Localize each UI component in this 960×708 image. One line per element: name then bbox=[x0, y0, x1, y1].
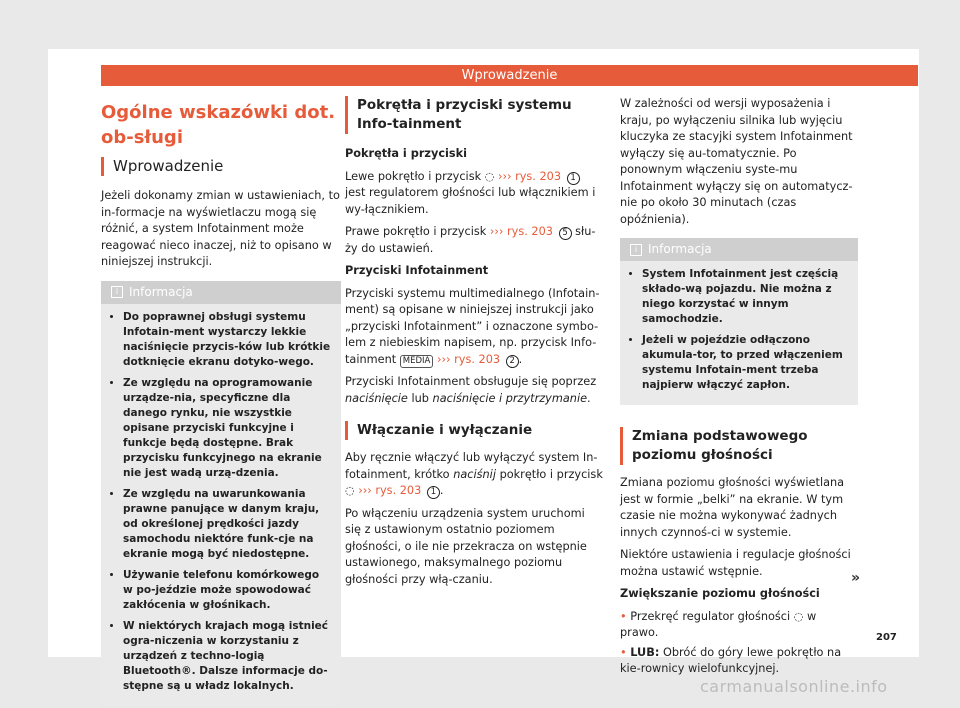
intro-paragraph: Jeżeli dokonamy zmian w ustawieniach, to in-formacje na wyświetlaczu mogą się różnić, a system Infotainment może reagować nieco inaczej, niż to opisano w niniejszej instrukcji. bbox=[101, 189, 340, 268]
continue-arrow-icon: » bbox=[851, 570, 861, 586]
text: Przyciski systemu multimedialnego (Infotain-ment) są opisane w niniejszej instrukcji jako „przyciski Infotainment” i oznaczone symbo-lem z niebieskim napisem, np. przycisk Info-tainment bbox=[345, 286, 600, 366]
info-list bbox=[101, 304, 341, 706]
paragraph-power-toggle bbox=[345, 450, 603, 500]
figure-reference-link[interactable]: ››› rys. 203 bbox=[436, 352, 501, 366]
info-item: • Jeżeli w pojeździe odłączono akumula-tor, to przed włączeniem systemu Infotain-ment trzeba najpierw włączyć zapłon. bbox=[642, 333, 848, 393]
paragraph-volume-bar: Zmiana poziomu głośności wyświetlana jest w formie „belki” na ekranie. W tym czasie nie można wykonywać żadnych innych czynnoś-ci w systemie. bbox=[620, 476, 845, 539]
text: pokrętło i przycisk bbox=[499, 467, 603, 481]
info-icon: i bbox=[111, 286, 123, 298]
text: jest regulatorem głośności lub włącznikiem i wy-łącznikiem. bbox=[345, 186, 596, 216]
page-title: Ogólne wskazówki dot. ob-sługi bbox=[101, 102, 336, 148]
text: Lewe pokrętło i przycisk bbox=[345, 169, 482, 183]
section-title-intro: Wprowadzenie bbox=[101, 157, 341, 176]
emphasis: naciśnij bbox=[453, 467, 496, 481]
paragraph-right-knob bbox=[345, 224, 603, 257]
or-label: LUB: bbox=[630, 645, 660, 659]
section-title-knobs: Pokrętła i przyciski systemu Info-tainment bbox=[345, 96, 603, 134]
paragraph-power-on: Po włączeniu urządzenia system uruchomi się z ustawionym ostatnio poziomem głośności, o ile nie przekracza on wstępnie ustawionego, maksymalnego poziomu głośności przy włą-czaniu. bbox=[345, 506, 587, 586]
text: . bbox=[587, 391, 591, 405]
subheading-knobs: Pokrętła i przyciski bbox=[345, 147, 468, 160]
info-label: Informacja bbox=[648, 242, 712, 256]
bullet-item bbox=[620, 609, 858, 642]
bullet-icon: • bbox=[620, 609, 627, 623]
column-left bbox=[101, 100, 341, 706]
page-number: 207 bbox=[876, 632, 897, 643]
info-item: • Ze względu na oprogramowanie urządze-nia, specyficzne dla danego rynku, nie wszystkie opisane przyciski funkcyjne i funkcje będą dostępne. Brak przycisku funkcyjnego na ekranie nie jest wadą urzą-dzenia. bbox=[123, 376, 331, 481]
info-item: • Używanie telefonu komórkowego w po-jeździe może spowodować zakłócenia w głośnikach. bbox=[123, 568, 331, 613]
bullet-item bbox=[620, 645, 858, 678]
text: . bbox=[518, 352, 523, 366]
paragraph-volume-preset: Niektóre ustawienia i regulacje głośności można ustawić wstępnie. bbox=[620, 548, 851, 578]
media-button-symbol: MEDIA bbox=[400, 355, 434, 368]
paragraph-auto-off: W zależności od wersji wyposażenia i kraju, po wyłączeniu silnika lub wyjęciu kluczyka ze stacyjki system Infotainment wyłączy się au-tomatycznie. Po ponownym włączeniu syste-mu Infotainment wyłączy się on automatycz-nie po około 30 minutach (czas opóźnienia). bbox=[620, 97, 853, 226]
info-box-header bbox=[620, 238, 858, 261]
watermark: carmanualsonline.info bbox=[700, 677, 888, 696]
emphasis: naciśnięcie bbox=[345, 391, 408, 405]
info-icon: i bbox=[630, 244, 642, 256]
subheading-increase: Zwiększanie poziomu głośności bbox=[620, 587, 820, 600]
paragraph-press bbox=[345, 374, 603, 407]
text: Przyciski Infotainment obsługuje się poprzez bbox=[345, 375, 597, 388]
knob-icon: ◌ bbox=[484, 169, 495, 183]
text: lub bbox=[411, 391, 429, 405]
text: Aby ręcznie włączyć lub wyłączyć system In-fotainment, krótko bbox=[345, 451, 598, 481]
info-item: • System Infotainment jest częścią składo-wą pojazdu. Nie można z niego korzystać w innym samochodzie. bbox=[642, 267, 848, 327]
text: . bbox=[439, 484, 444, 497]
text: Prawe pokrętło i przycisk bbox=[345, 225, 487, 238]
info-box-header bbox=[101, 281, 341, 304]
subheading-buttons: Przyciski Infotainment bbox=[345, 264, 489, 277]
info-box-right bbox=[620, 238, 858, 405]
text: Przekręć regulator głośności bbox=[630, 609, 791, 623]
figure-reference-link[interactable]: ››› rys. 203 bbox=[358, 484, 422, 497]
figure-reference-link[interactable]: ››› rys. 203 bbox=[497, 169, 562, 183]
column-middle bbox=[345, 96, 603, 594]
column-right bbox=[620, 96, 861, 684]
info-item: • W niektórych krajach mogą istnieć ogra-niczenia w korzystaniu z urządzeń z techno-logią Bluetooth®. Dalsze informacje do-stępne są u władz lokalnych. bbox=[123, 619, 331, 694]
section-title-volume: Zmiana podstawowego poziomu głośności bbox=[620, 427, 858, 465]
knob-icon: ◌ bbox=[793, 609, 804, 623]
knob-icon: ◌ bbox=[345, 484, 355, 497]
info-item: • Ze względu na uwarunkowania prawne panujące w danym kraju, od określonej prędkości jazdy samochodu niektóre funk-cje na ekranie mogą być niedostępne. bbox=[123, 487, 331, 562]
figure-reference-link[interactable]: ››› rys. 203 bbox=[489, 225, 553, 238]
text: Obróć do góry lewe pokrętło na kie-rownicy wielofunkcyjnej. bbox=[620, 645, 842, 675]
text: w prawo. bbox=[620, 609, 817, 639]
section-title-power: Włączanie i wyłączanie bbox=[345, 421, 603, 440]
callout-number: 1 bbox=[567, 172, 580, 185]
info-box-left bbox=[101, 281, 341, 706]
page-header: Wprowadzenie bbox=[101, 65, 918, 86]
info-list bbox=[620, 261, 858, 405]
text: słu-ży do ustawień. bbox=[345, 225, 596, 255]
callout-number: 2 bbox=[506, 355, 519, 368]
bullet-icon: • bbox=[620, 645, 627, 659]
paragraph-left-knob bbox=[345, 169, 603, 219]
emphasis: naciśnięcie i przytrzymanie bbox=[432, 391, 588, 405]
paragraph-buttons bbox=[345, 286, 603, 369]
info-item: • Do poprawnej obsługi systemu Infotain-ment wystarczy lekkie naciśnięcie przycis-ków lub krótkie dotknięcie ekranu dotyko-wego. bbox=[123, 310, 331, 370]
callout-number: 1 bbox=[427, 486, 440, 499]
info-label: Informacja bbox=[129, 284, 193, 299]
callout-number: 5 bbox=[559, 227, 572, 240]
